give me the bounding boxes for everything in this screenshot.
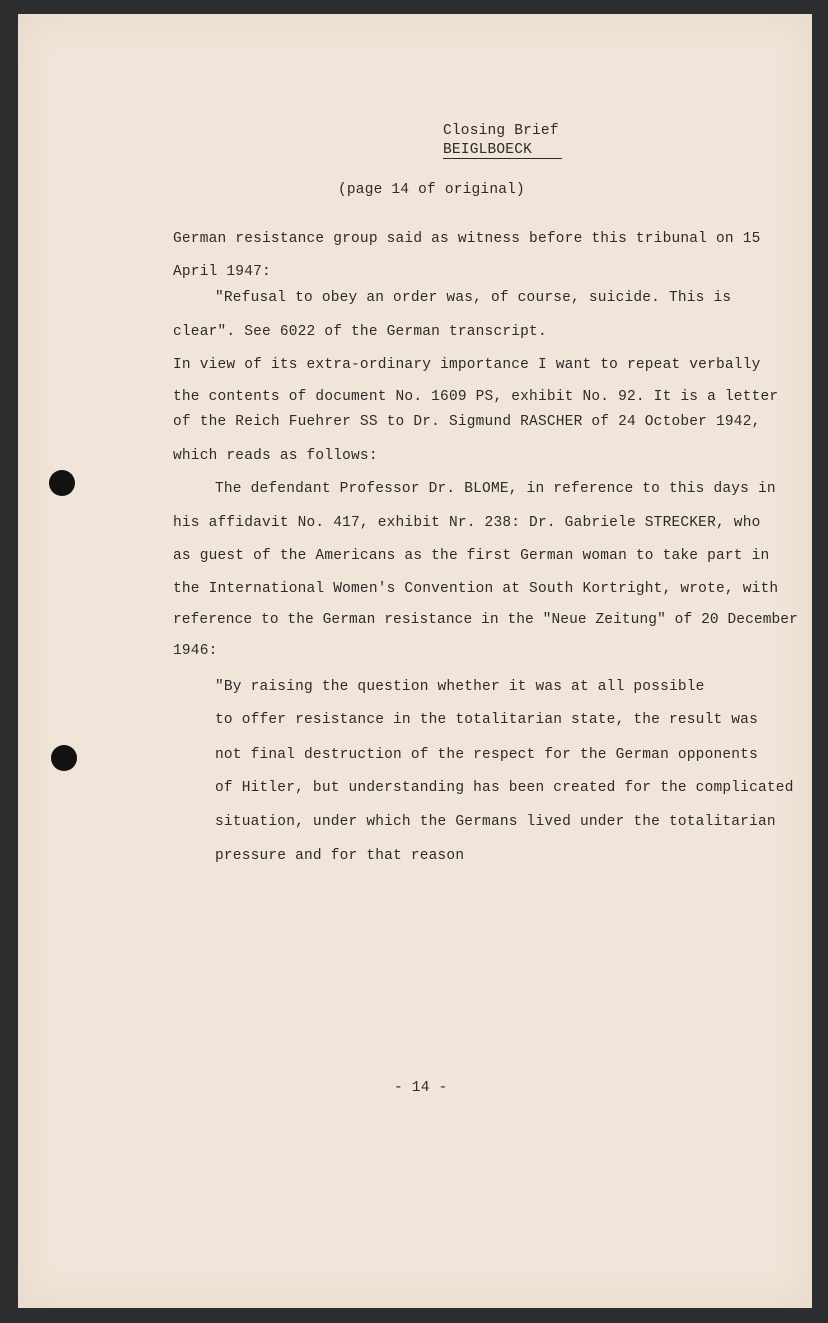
page-reference: (page 14 of original)	[338, 182, 525, 198]
page-number: - 14 -	[394, 1080, 448, 1096]
text-line: the International Women's Convention at South Kortright, wrote, with	[173, 581, 779, 597]
text-line: the contents of document No. 1609 PS, exhibit No. 92. It is a letter	[173, 389, 779, 405]
text-line: German resistance group said as witness before this tribunal on 15	[173, 231, 761, 247]
quote-line: to offer resistance in the totalitarian state, the result was	[215, 712, 758, 728]
text-line: April 1947:	[173, 264, 271, 280]
text-line: his affidavit No. 417, exhibit Nr. 238: Dr. Gabriele STRECKER, who	[173, 515, 761, 531]
header-name: BEIGLBOECK	[443, 142, 562, 159]
text-line: as guest of the Americans as the first German woman to take part in	[173, 548, 770, 564]
text-line: In view of its extra-ordinary importance I want to repeat verbally	[173, 357, 761, 373]
document-page	[18, 14, 812, 1308]
text-line: 1946:	[173, 643, 218, 659]
punch-hole	[49, 470, 75, 496]
punch-hole	[51, 745, 77, 771]
header-title: Closing Brief	[443, 123, 559, 139]
text-line: of the Reich Fuehrer SS to Dr. Sigmund RASCHER of 24 October 1942,	[173, 414, 761, 430]
text-line: which reads as follows:	[173, 448, 378, 464]
quote-line: pressure and for that reason	[215, 848, 465, 864]
text-line: "Refusal to obey an order was, of course, suicide. This is	[215, 290, 732, 306]
text-line: clear". See 6022 of the German transcript.	[173, 324, 547, 340]
quote-line: situation, under which the Germans lived under the totalitarian	[215, 814, 776, 830]
text-line: The defendant Professor Dr. BLOME, in reference to this days in	[215, 481, 776, 497]
quote-line: not final destruction of the respect for the German opponents	[215, 747, 758, 763]
quote-line: of Hitler, but understanding has been created for the complicated	[215, 780, 794, 796]
quote-line: "By raising the question whether it was at all possible	[215, 679, 705, 695]
text-line: reference to the German resistance in the "Neue Zeitung" of 20 December	[173, 612, 798, 628]
